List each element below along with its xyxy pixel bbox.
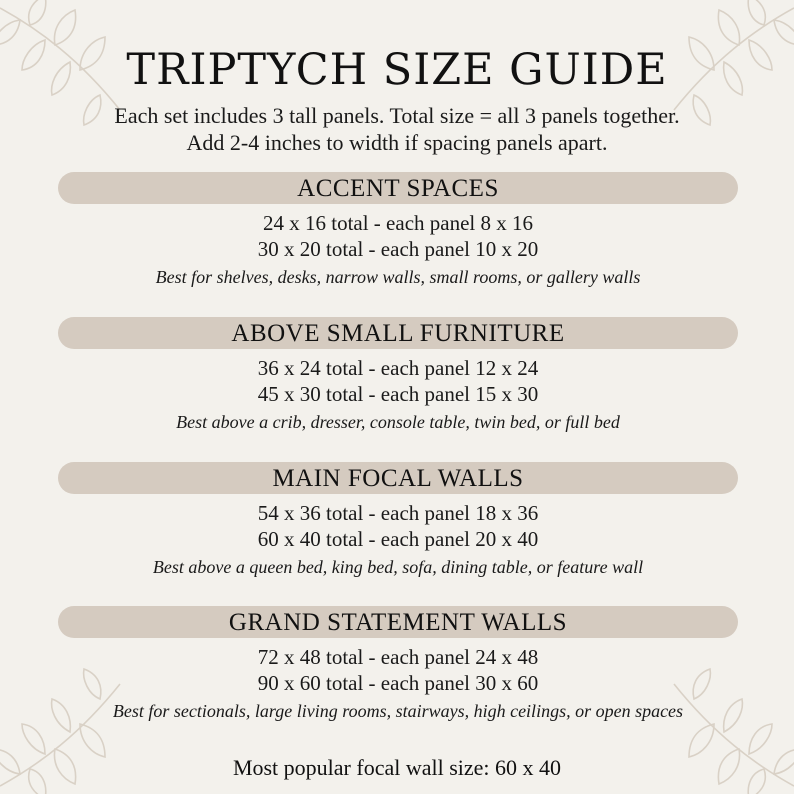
section-note: Best for sectionals, large living rooms, stairways, high ceilings, or open spaces — [112, 701, 684, 721]
section-note: Best above a crib, dresser, console table, twin bed, or full bed — [176, 412, 620, 432]
page-title: TRIPTYCH SIZE GUIDE — [126, 45, 668, 95]
section-heading: GRAND STATEMENT WALLS — [58, 606, 738, 638]
size-option: 30 x 20 total - each panel 10 x 20 — [257, 237, 539, 261]
section-main-focal-walls — [58, 462, 738, 580]
section-accent-spaces — [58, 172, 738, 290]
section-note: Best for shelves, desks, narrow walls, small rooms, or gallery walls — [155, 267, 641, 287]
intro-line-2: Add 2-4 inches to width if spacing panels apart. — [186, 130, 608, 155]
size-option: 60 x 40 total - each panel 20 x 40 — [257, 527, 539, 551]
size-option: 24 x 16 total - each panel 8 x 16 — [262, 211, 533, 235]
section-note: Best above a queen bed, king bed, sofa, dining table, or feature wall — [152, 557, 644, 577]
popular-size-footer: Most popular focal wall size: 60 x 40 — [232, 755, 562, 780]
section-above-small-furniture — [58, 317, 738, 435]
section-heading: MAIN FOCAL WALLS — [58, 462, 738, 494]
section-heading: ABOVE SMALL FURNITURE — [58, 317, 738, 349]
size-option: 54 x 36 total - each panel 18 x 36 — [257, 501, 539, 525]
size-option: 45 x 30 total - each panel 15 x 30 — [257, 382, 539, 406]
section-grand-statement-walls — [58, 606, 738, 724]
intro-line-1: Each set includes 3 tall panels. Total size = all 3 panels together. — [114, 103, 680, 128]
section-heading: ACCENT SPACES — [58, 172, 738, 204]
size-option: 90 x 60 total - each panel 30 x 60 — [257, 671, 539, 695]
size-option: 36 x 24 total - each panel 12 x 24 — [257, 356, 539, 380]
size-option: 72 x 48 total - each panel 24 x 48 — [257, 645, 539, 669]
intro-text — [0, 102, 794, 156]
